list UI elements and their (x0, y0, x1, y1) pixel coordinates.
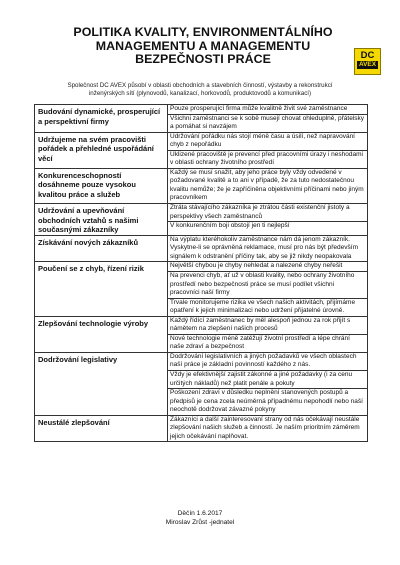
policy-points-cell (168, 415, 368, 442)
policy-points-cell (168, 352, 368, 415)
policy-point: Největší chybou je chyby nehledat a nalezené chyby neřešit (168, 262, 367, 272)
footer-signature: Miroslav Zrůst -jednatel (165, 518, 235, 526)
policy-topic: Budování dynamické, prosperující a perspektivní firmy (35, 105, 168, 133)
title-line: POLITIKA KVALITY, ENVIRONMENTÁLNÍHO (73, 25, 333, 39)
policy-topic: Neustálé zlepšování (35, 415, 168, 442)
policy-point: Každý se musí snažit, aby jeho práce byly vždy odvedené v požadované kvalitě a to ani v případě, že za tuto nedostatečnou kvalitu nemůže; že je zapříčiněna objektivními příčinami nebo jiným pracovníkem (170, 168, 364, 202)
footer-date: Děčín 1.6.2017 (177, 510, 223, 517)
policy-points-cell (168, 262, 368, 316)
dc-avex-logo (354, 48, 381, 75)
policy-point: Udržování pořádku nás stojí méně času a úsilí, než napravování chyb z nepořádku (168, 133, 367, 151)
policy-points-cell (168, 105, 368, 133)
policy-table (34, 104, 368, 442)
policy-topic: Udržování a upevňování obchodních vztahů s našimi současnými zákazníky (35, 204, 168, 236)
policy-row (35, 235, 368, 262)
policy-topic: Zlepšování technologie výroby (35, 316, 168, 352)
title-line: MANAGEMENTU A MANAGEMENTU (95, 38, 311, 53)
policy-points-cell (168, 235, 368, 262)
policy-row (35, 316, 368, 352)
policy-point: Každý řídící zaměstnanec by měl alespoň jednou za rok přijít s námětem na zlepšení našich procesů (168, 317, 367, 335)
policy-point: Trvale monitorujeme rizika ve všech našich aktivitách, přijímáme opatření k jejich minimalizaci nebo udržení přijatelné úrovně. (170, 298, 356, 315)
policy-row (35, 415, 368, 442)
policy-point: Vždy je efektivnější zajistit zákonné a jiné požadavky (i za cenu určitých nákladů) než platit penále a pokuty (168, 371, 367, 389)
policy-point: Zákazníci a další zainteresovaní strany od nás očekávají neustále zlepšování našich služeb a činností. Je naším prioritním záměrem jejich očekávání naplňovat. (170, 415, 360, 440)
policy-point: Na prevenci chyb, ať už v oblasti kvality, nebo ochrany životního prostředí nebo bezpečnosti práce se musí podílet všichni pracovníci naší firmy (168, 272, 367, 299)
title-line: BEZPEČNOSTI PRÁCE (135, 52, 271, 67)
policy-points-cell (168, 316, 368, 352)
policy-row (35, 204, 368, 236)
intro-line: Společnost DC AVEX působí v oblasti obchodních a stavebních činností, výstavby a rekonstrukcí (67, 82, 333, 89)
policy-topic: Poučení se z chyb, řízení rizik (35, 262, 168, 316)
policy-point: Všichni zaměstnanci se k sobě musejí chovat ohleduplně, přátelsky a pomáhat si navzájem (170, 114, 365, 131)
policy-points-cell (168, 168, 368, 203)
intro-line: inženýrských sítí (plynovodů, kanalizací, horkovodů, produktovodů a komunikací) (88, 90, 312, 98)
logo-text-dc: DC (360, 50, 375, 61)
policy-row (35, 105, 368, 133)
policy-title (44, 26, 362, 67)
policy-row (35, 132, 368, 168)
policy-point: Ztráta stávajícího zákazníka je ztrátou části existenční jistoty a perspektivy všech zaměstnanců (168, 204, 367, 222)
company-intro (44, 82, 356, 98)
policy-row (35, 352, 368, 415)
logo-text-avex: AVEX (357, 61, 378, 69)
policy-topic: Udržujeme na svém pracovišti pořádek a přehledné uspořádání věcí (35, 132, 168, 168)
policy-topic: Získávání nových zákazníků (35, 235, 168, 262)
policy-point: Nové technologie méně zatěžují životní prostředí a lépe chrání naše zdraví a bezpečnost (170, 334, 350, 351)
policy-row (35, 168, 368, 203)
policy-topic: Dodržování legislativy (35, 352, 168, 415)
policy-point: Na výplatu kteréhokoliv zaměstnance nám dá jenom zákazník. Vyskytne-li se oprávněná reklamace, musí pro nás být především signálem k odstranění příčiny tak, aby se již nikdy neopakovala (170, 235, 358, 260)
policy-point: Poškození zdraví v důsledku neplnění stanovených postupů a předpisů je cena zcela neúměrná případnému nepohodlí nebo naší neochotě dodržovat závazné pokyny (170, 389, 363, 414)
policy-topic: Konkurenceschopností dosáhneme pouze vysokou kvalitou práce a služeb (35, 168, 168, 203)
policy-row (35, 262, 368, 316)
policy-point: V konkurenčním boji obstojí jen ti nejlepší (170, 222, 290, 230)
policy-point: Uklizené pracoviště je prevencí před pracovními úrazy i neshodami v oblasti ochrany životního prostředí (170, 150, 363, 167)
signature-block (120, 510, 280, 527)
policy-point: Dodržování legislativních a jiných požadavků ve všech oblastech naší práce je základní povinností každého z nás. (168, 353, 367, 371)
policy-point: Pouze prosperující firma může kvalitně živit své zaměstnance (168, 105, 367, 115)
policy-points-cell (168, 204, 368, 236)
policy-table-body (35, 105, 368, 442)
policy-points-cell (168, 132, 368, 168)
